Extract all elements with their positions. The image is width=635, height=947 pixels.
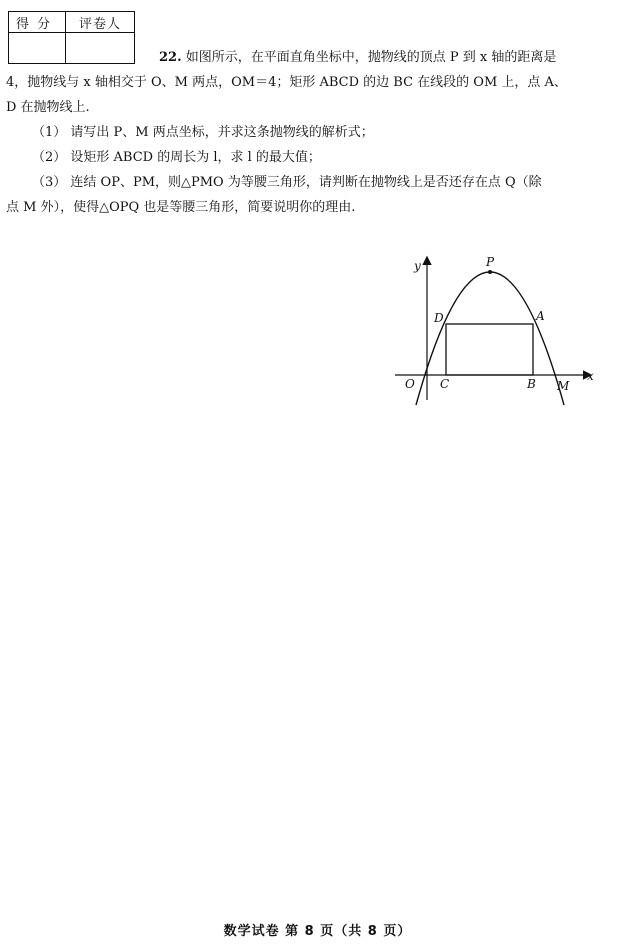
label-c: C	[440, 377, 450, 391]
vertex-point	[488, 270, 492, 274]
problem-number: 22.	[159, 50, 182, 65]
label-b: B	[527, 377, 536, 391]
question-2: （2） 设矩形 ABCD 的周长为 l，求 l 的最大值；	[32, 150, 321, 165]
label-m: M	[557, 379, 570, 393]
page-footer: 数学试卷 第 8 页（共 8 页）	[223, 924, 412, 939]
label-a: A	[536, 309, 545, 323]
label-p: P	[486, 255, 495, 269]
problem-stem-line-1	[6, 45, 621, 70]
grader-header: 评卷人	[66, 12, 135, 33]
question-1: （1） 请写出 P、M 两点坐标，并求这条抛物线的解析式；	[32, 125, 374, 140]
label-o: O	[405, 377, 415, 391]
score-header: 得分	[9, 12, 66, 33]
label-d: D	[434, 311, 444, 325]
parabola-curve	[416, 272, 564, 405]
problem-stem-line-2: 4，抛物线与 x 轴相交于 O、M 两点，OM＝4；矩形 ABCD 的边 BC 在线段的 OM 上，点 A、	[6, 75, 567, 90]
problem-22	[6, 45, 621, 220]
rectangle-abcd	[446, 324, 533, 375]
label-y: y	[414, 259, 421, 273]
question-3-line-1: （3） 连结 OP、PM，则△PMO 为等腰三角形，请判断在抛物线上是否还存在点 Q（除	[32, 175, 542, 190]
parabola-figure	[390, 250, 600, 410]
parabola-diagram	[390, 250, 600, 410]
question-3-line-2: 点 M 外），使得△OPQ 也是等腰三角形，简要说明你的理由.	[6, 200, 356, 215]
problem-stem-text-1: 如图所示，在平面直角坐标中，抛物线的顶点 P 到 x 轴的距离是	[185, 50, 557, 65]
problem-stem-line-3: D 在抛物线上.	[6, 100, 90, 115]
label-x: x	[587, 369, 594, 383]
